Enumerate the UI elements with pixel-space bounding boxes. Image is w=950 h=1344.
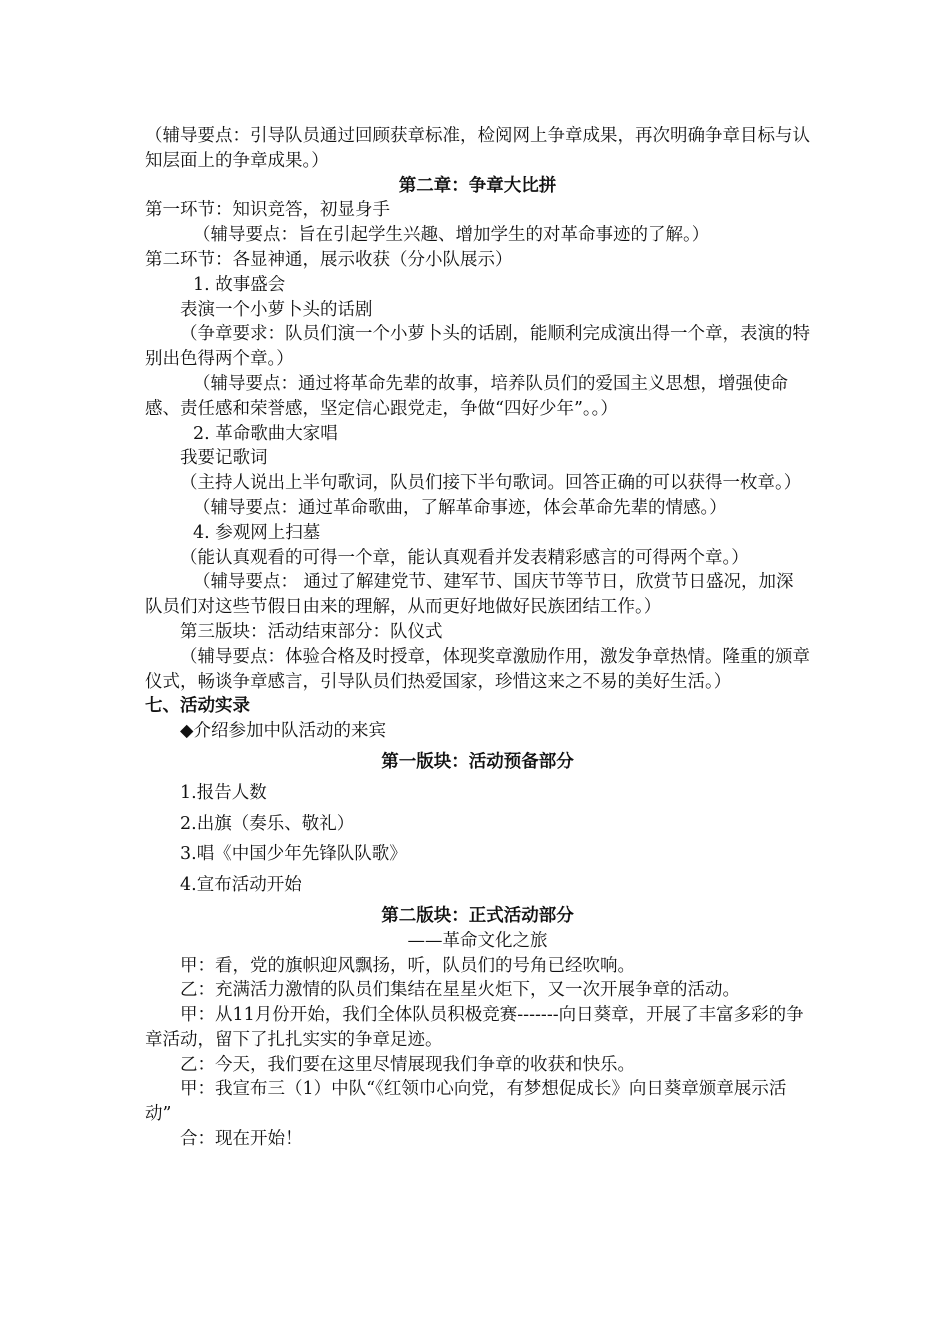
item-heading: 4. 参观网上扫墓 xyxy=(193,522,321,543)
dialogue-line: 合：现在开始！ xyxy=(180,1129,303,1150)
requirement-note: （能认真观看的可得一个章，能认真观看并发表精彩感言的可得两个章。） xyxy=(180,547,749,568)
section-line: 第三版块：活动结束部分：队仪式 xyxy=(180,621,443,642)
guidance-note: （辅导要点：旨在引起学生兴趣、增加学生的对革命事迹的了解。） xyxy=(193,225,710,246)
guidance-note: （辅导要点：体验合格及时授章，体现奖章激励作用，激发争章热情。隆重的颁章仪式，畅谈争章感言，引导队员们热爱国家，珍惜这来之不易的美好生活。） xyxy=(145,646,810,692)
requirement-note: （争章要求：队员们演一个小萝卜头的话剧，能顺利完成演出得一个章，表演的特别出色得两个章。） xyxy=(145,324,810,370)
section-heading: 七、活动实录 xyxy=(145,696,250,717)
chapter-heading: 第二章：争章大比拼 xyxy=(398,175,557,196)
dialogue-line: 甲：我宣布三（1）中队“《红领巾心向党，有梦想促成长》向日葵章颁章展示活动” xyxy=(145,1079,787,1125)
guidance-note: （辅导要点：引导队员通过回顾获章标准，检阅网上争章成果，再次明确争章目标与认知层面上的争章成果。） xyxy=(145,126,810,171)
section-line: 第一环节：知识竞答，初显身手 xyxy=(145,200,390,221)
guidance-note: （辅导要点：通过革命歌曲，了解革命事迹，体会革命先辈的情感。） xyxy=(193,497,727,518)
list-item: 2.出旗（奏乐、敬礼） xyxy=(180,813,355,834)
list-item: 4.宣布活动开始 xyxy=(180,875,302,896)
guidance-note: （辅导要点： 通过了解建党节、建军节、国庆节等节日，欣赏节日盛况，加深队员们对这些节假日由来的理解，从而更好地做好民族团结工作。） xyxy=(145,572,794,618)
requirement-note: （主持人说出上半句歌词，队员们接下半句歌词。回答正确的可以获得一枚章。） xyxy=(180,473,802,494)
list-item: 1.报告人数 xyxy=(180,782,267,803)
bullet-line: ◆介绍参加中队活动的来宾 xyxy=(180,721,386,742)
block-subtitle: ——革命文化之旅 xyxy=(407,930,548,951)
list-item: 3.唱《中国少年先锋队队歌》 xyxy=(180,844,407,865)
block-heading: 第二版块：正式活动部分 xyxy=(381,905,574,926)
item-line: 我要记歌词 xyxy=(180,448,268,469)
dialogue-line: 甲：从11月份开始，我们全体队员积极竞赛-------向日葵章，开展了丰富多彩的争章活动，留下了扎扎实实的争章足迹。 xyxy=(145,1005,804,1050)
item-line: 表演一个小萝卜头的话剧 xyxy=(180,299,373,320)
dialogue-line: 乙：今天，我们要在这里尽情展现我们争章的收获和快乐。 xyxy=(180,1054,635,1075)
item-heading: 2. 革命歌曲大家唱 xyxy=(193,423,338,444)
block-heading: 第一版块：活动预备部分 xyxy=(381,751,574,772)
item-heading: 1. 故事盛会 xyxy=(193,274,286,295)
section-line: 第二环节：各显神通，展示收获（分小队展示） xyxy=(145,249,513,270)
dialogue-line: 乙：充满活力激情的队员们集结在星星火炬下，又一次开展争章的活动。 xyxy=(180,980,740,1001)
document-body xyxy=(145,124,810,1152)
guidance-note: （辅导要点：通过将革命先辈的故事，培养队员们的爱国主义思想，增强使命感、责任感和荣誉感，坚定信心跟党走，争做“四好少年”。。） xyxy=(145,373,788,419)
dialogue-line: 甲：看，党的旗帜迎风飘扬，听，队员们的号角已经吹响。 xyxy=(180,955,635,976)
